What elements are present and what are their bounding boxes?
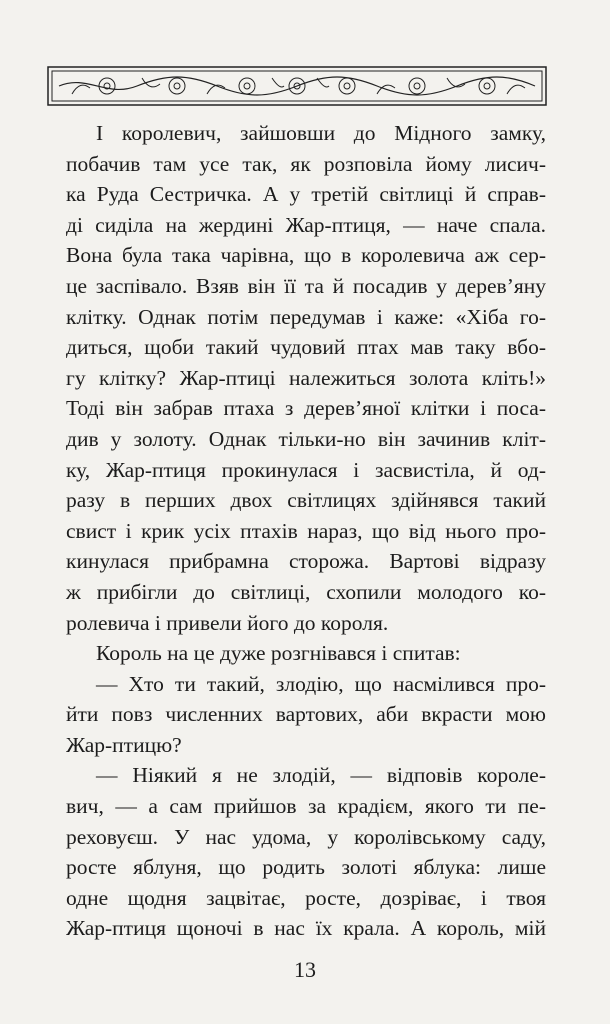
text-line: побачив там усе так, як розповіла йому лисич- xyxy=(66,151,546,176)
text-line: Вона була така чарівна, що в королевича аж сер- xyxy=(66,243,546,268)
text-line: ді сиділа на жердині Жар-птиця, — наче спала. xyxy=(66,212,546,237)
text-line: це заспівало. Взяв він її та й посадив у дерев’яну xyxy=(66,273,546,298)
text-line: Жар-птиця щоночі в нас їх крала. А король, мій xyxy=(66,916,546,941)
text-line: клітку. Однак потім передумав і каже: «Хіба го- xyxy=(66,304,546,329)
text-line: І королевич, зайшовши до Мідного замку, xyxy=(96,121,546,145)
text-line: кинулася прибрамна сторожа. Вартові відразу xyxy=(66,549,546,574)
text-line: росте яблуня, що родить золоті яблука: лише xyxy=(66,855,546,880)
text-line: Тоді він забрав птаха з дерев’яної клітки і поса- xyxy=(66,396,546,421)
page-number: 13 xyxy=(294,957,316,982)
floral-ornament-header xyxy=(47,66,547,106)
text-line: гу клітку? Жар-птиці належиться золота кліть!» xyxy=(66,365,546,390)
text-line: диться, щоби такий чудовий птах мав таку вбо- xyxy=(66,335,546,360)
text-line: — Хто ти такий, злодію, що насмілився про- xyxy=(96,671,546,696)
text-line: свист і крик усіх птахів нараз, що від нього про- xyxy=(66,518,546,543)
text-line: ка Руда Сестричка. А у третій світлиці й справ- xyxy=(66,182,546,207)
text-line: Жар-птицю? xyxy=(66,732,182,757)
text-line: ж прибігли до світлиці, схопили молодого ко- xyxy=(66,579,546,604)
text-line: реховуєш. У нас удома, у королівському саду, xyxy=(66,824,546,849)
text-line: ролевича і привели його до короля. xyxy=(66,610,389,635)
text-line: вич, — а сам прийшов за крадієм, якого ти пе- xyxy=(66,794,546,819)
text-line: разу в перших двох світлицях здійнявся такий xyxy=(66,488,546,513)
text-line: йти повз численних вартових, аби вкрасти мою xyxy=(66,702,546,727)
text-line: див у золоту. Однак тільки-но він зачинив кліт- xyxy=(66,426,546,451)
story-text xyxy=(66,118,546,944)
text-line: — Ніякий я не злодій, — відповів короле- xyxy=(96,763,546,788)
text-line: ку, Жар-птиця прокинулася і засвистіла, й од- xyxy=(66,457,546,482)
text-line: Король на це дуже розгнівався і спитав: xyxy=(96,641,461,666)
text-line: одне щодня зацвітає, росте, дозріває, і твоя xyxy=(66,885,546,910)
